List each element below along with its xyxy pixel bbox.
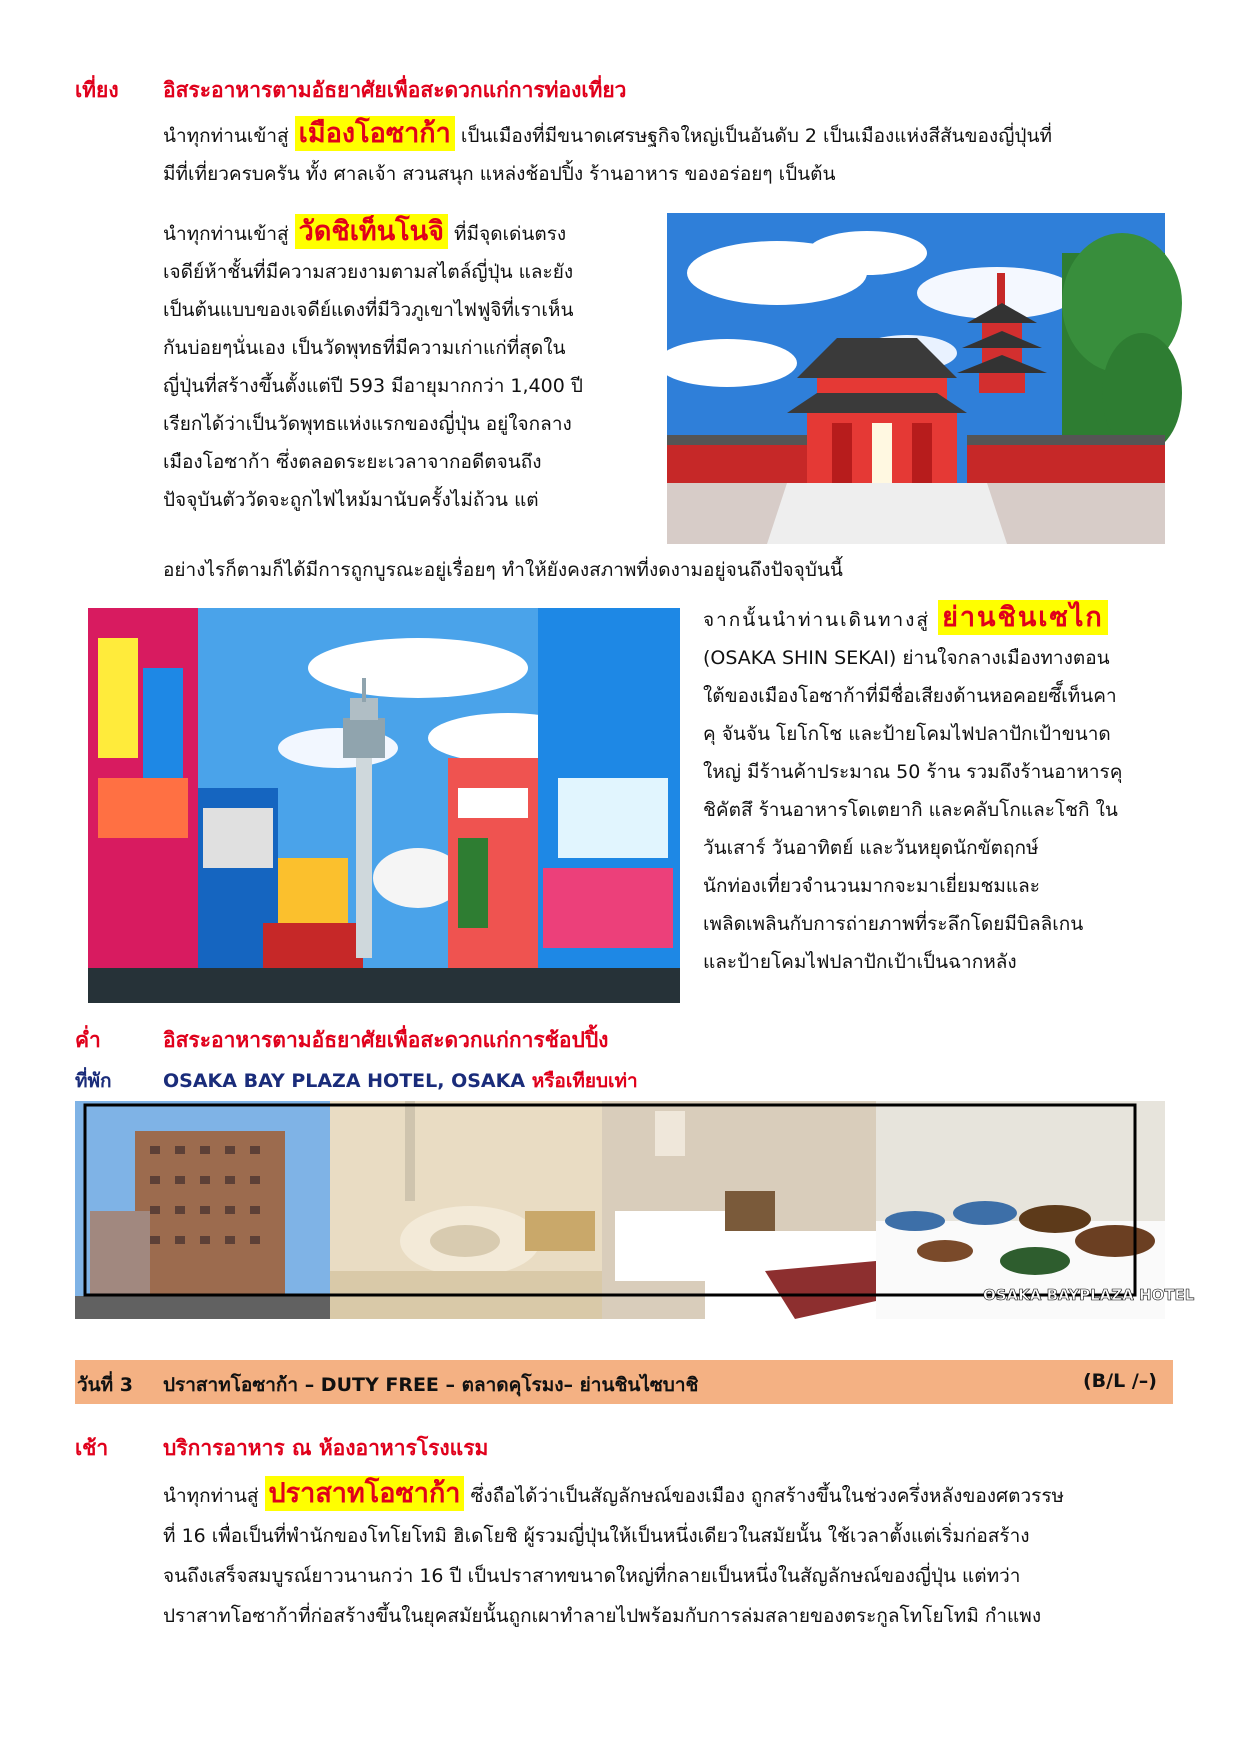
castle-line1-pre: นำทุกท่านสู่ [163, 1485, 259, 1507]
day3-title: ปราสาทโอซาก้า – DUTY FREE – ตลาดคุโรมง– ย่านชินไซบาชิ [163, 1374, 699, 1396]
hotel-name: OSAKA BAY PLAZA HOTEL, OSAKA [163, 1070, 526, 1092]
osaka-paragraph [163, 115, 1173, 193]
shinsekai-line: คุ จันจัน โยโกโช และป้ายโคมไฟปลาปักเป้าขนาด [703, 723, 1111, 745]
castle-paragraph [163, 1474, 1173, 1636]
castle-line: ปราสาทโอซาก้าที่ก่อสร้างขึ้นในยุคสมัยนั้นถูกเผาทำลายไปพร้อมกับการล่มสลายของตระกูลโทโยโทมิ กำแพง [163, 1605, 1042, 1627]
shitennoji-line: กันบ่อยๆนั่นเอง เป็นวัดพุทธที่มีความเก่าแก่ที่สุดใน [163, 337, 566, 359]
shitennoji-paragraph [163, 213, 663, 519]
castle-highlight: ปราสาทโอซาก้า [265, 1476, 465, 1511]
breakfast-heading: บริการอาหาร ณ ห้องอาหารโรงแรม [163, 1436, 489, 1460]
shitennoji-line: เมืองโอซาก้า ซึ่งตลอดระยะเวลาจากอดีตจนถึง [163, 451, 542, 473]
lunch-label: เที่ยง [75, 78, 119, 102]
shitennoji-line: ญี่ปุ่นที่สร้างขึ้นตั้งแต่ปี 593 มีอายุมากกว่า 1,400 ปี [163, 375, 583, 397]
castle-line: จนถึงเสร็จสมบูรณ์ยาวนานกว่า 16 ปี เป็นปราสาทขนาดใหญ่ที่กลายเป็นหนึ่งในสัญลักษณ์ของญี่ปุ่น แต่ทว่า [163, 1565, 1021, 1587]
shinsekai-line: ใหญ่ มีร้านค้าประมาณ 50 ร้าน รวมถึงร้านอาหารคุ [703, 761, 1123, 783]
shinsekai-line: ใต้ของเมืองโอซาก้าที่มีชื่อเสียงด้านหอคอยซึ็เท็นคา [703, 685, 1117, 707]
shitennoji-line1-pre: นำทุกท่านเข้าสู่ [163, 223, 289, 245]
shinsekai-line: เพลิดเพลินกับการถ่ายภาพที่ระลึกโดยมีบิลลิเกน [703, 913, 1084, 935]
shinsekai-line: นักท่องเที่ยวจำนวนมากจะมาเยี่ยมชมและ [703, 875, 1040, 897]
shitennoji-line: เรียกได้ว่าเป็นวัดพุทธแห่งแรกของญี่ปุ่น อยู่ใจกลาง [163, 413, 572, 435]
castle-line: ที่ 16 เพื่อเป็นที่พำนักของโทโยโทมิ ฮิเดโยชิ ผู้รวมญี่ปุ่นให้เป็นหนึ่งเดียวในสมัยนั้น ใช้เวลาตั้งแต่เริ่มก่อสร้าง [163, 1525, 1030, 1547]
hotel-photo-strip [75, 1101, 1195, 1319]
shinsekai-line1-pre: จากนั้นนำท่านเดินทางสู่ [703, 609, 931, 631]
day3-meals: (B/L /–) [1083, 1370, 1157, 1392]
osaka-line1-post: เป็นเมืองที่มีขนาดเศรษฐกิจใหญ่เป็นอันดับ 2 เป็นเมืองแห่งสีสันของญี่ปุ่นที่ [460, 125, 1052, 147]
shitennoji-line: เป็นต้นแบบของเจดีย์แดงที่มีวิวภูเขาไฟฟูจิที่เราเห็น [163, 299, 574, 321]
shitennoji-temple-photo [667, 213, 1165, 544]
hotel-photo-caption: OSAKA BAYPLAZA HOTEL [983, 1286, 1195, 1304]
castle-line1-post: ซึ่งถือได้ว่าเป็นสัญลักษณ์ของเมือง ถูกสร้างขึ้นในช่วงครึ่งหลังของศตวรรษ [470, 1485, 1065, 1507]
osaka-highlight: เมืองโอซาก้า [295, 116, 455, 151]
shitennoji-line: ปัจจุบันตัววัดจะถูกไฟไหม้มานับครั้งไม่ถ้วน แต่ [163, 489, 539, 511]
shitennoji-line1-post: ที่มีจุดเด่นตรง [454, 223, 567, 245]
dinner-heading: อิสระอาหารตามอัธยาศัยเพื่อสะดวกแก่การช้อปปิ้ง [163, 1028, 609, 1052]
shinsekai-line: (OSAKA SHIN SEKAI) ย่านใจกลางเมืองทางตอน [703, 647, 1110, 669]
shinsekai-paragraph [703, 599, 1173, 981]
day3-number: วันที่ 3 [77, 1374, 134, 1396]
osaka-line2: มีที่เที่ยวครบครัน ทั้ง ศาลเจ้า สวนสนุก แหล่งช้อปปิ้ง ร้านอาหาร ของอร่อยๆ เป็นต้น [163, 163, 836, 185]
hotel-label: ที่พัก [75, 1070, 112, 1092]
hotel-line [163, 1066, 638, 1096]
shinsekai-line: ชิคัตสึ ร้านอาหารโดเตยากิ และคลับโกและโชกิ ใน [703, 799, 1118, 821]
shinsekai-line: และป้ายโคมไฟปลาปักเป้าเป็นฉากหลัง [703, 951, 1017, 973]
shitennoji-highlight: วัดชิเท็นโนจิ [295, 214, 448, 249]
shitennoji-line: เจดีย์ห้าชั้นที่มีความสวยงามตามสไตล์ญี่ปุ่น และยัง [163, 261, 574, 283]
osaka-line1-pre: นำทุกท่านเข้าสู่ [163, 125, 289, 147]
shitennoji-last-line: อย่างไรก็ตามก็ได้มีการถูกบูรณะอยู่เรื่อยๆ ทำให้ยังคงสภาพที่งดงามอยู่จนถึงปัจจุบันนี้ [163, 559, 843, 581]
shinsekai-line: วันเสาร์ วันอาทิตย์ และวันหยุดนักขัตฤกษ์ [703, 837, 1039, 859]
breakfast-label: เช้า [75, 1436, 109, 1460]
day3-banner [75, 1360, 1173, 1404]
lunch-heading: อิสระอาหารตามอัธยาศัยเพื่อสะดวกแก่การท่องเที่ยว [163, 78, 627, 102]
shinsekai-street-photo [88, 608, 680, 1003]
shinsekai-highlight: ย่านชินเซไก [938, 600, 1108, 635]
hotel-suffix: หรือเทียบเท่า [531, 1070, 638, 1092]
dinner-label: ค่ำ [75, 1028, 101, 1052]
